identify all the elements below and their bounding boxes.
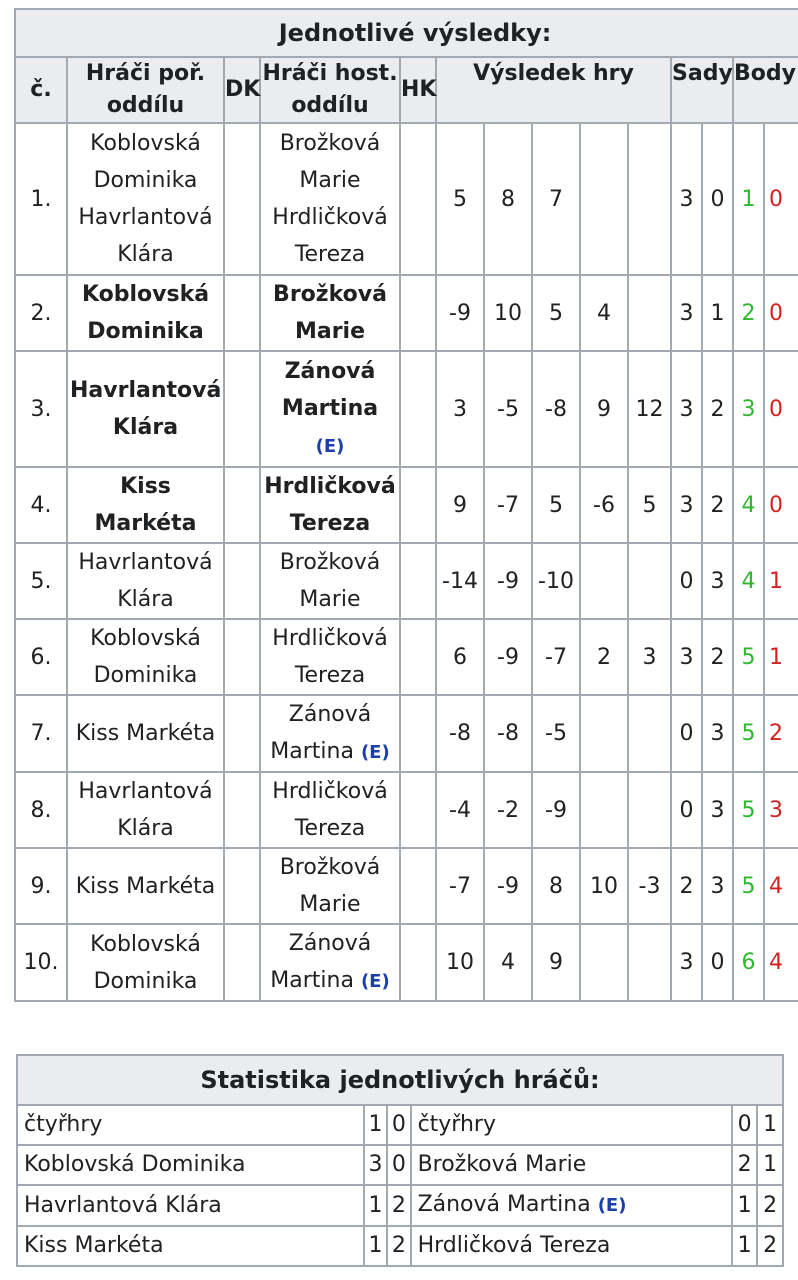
away-wins: 2 — [732, 1145, 758, 1185]
home-wins: 1 — [364, 1105, 387, 1145]
row-number: 10. — [15, 924, 67, 1001]
home-players — [67, 619, 224, 695]
game-score: -5 — [532, 695, 580, 772]
away-player-name: Brožková Marie — [279, 855, 381, 917]
home-player-stat-name: čtyřhry — [17, 1105, 364, 1145]
game-score: -6 — [580, 467, 628, 543]
game-score: 8 — [484, 123, 532, 275]
table-row — [15, 772, 798, 848]
away-losses: 1 — [757, 1145, 783, 1185]
points-home: 6 — [733, 924, 764, 1001]
header-game-result: Výsledek hry — [436, 57, 671, 123]
stats-table — [16, 1054, 784, 1267]
away-player-name: Hrdličková Tereza — [272, 779, 388, 841]
hk-cell — [400, 695, 436, 772]
home-player-name: Havrlantová Klára — [78, 205, 213, 267]
points-away: 1 — [764, 543, 798, 619]
sets-home: 2 — [671, 848, 702, 924]
away-player-name: Brožková Marie — [279, 131, 381, 193]
points-home: 5 — [733, 619, 764, 695]
row-number: 7. — [15, 695, 67, 772]
away-wins: 1 — [732, 1185, 758, 1226]
home-player-name: Koblovská Dominika — [81, 282, 210, 344]
home-players — [67, 543, 224, 619]
game-score: 3 — [436, 351, 484, 467]
game-score: 6 — [436, 619, 484, 695]
row-number: 4. — [15, 467, 67, 543]
home-player-name: Kiss Markéta — [75, 721, 216, 746]
away-player-name: Brožková Marie — [273, 282, 387, 344]
row-number: 2. — [15, 275, 67, 351]
game-score — [628, 924, 671, 1001]
sets-away: 0 — [702, 123, 733, 275]
game-score: 5 — [436, 123, 484, 275]
points-home: 5 — [733, 848, 764, 924]
home-wins: 1 — [364, 1185, 387, 1226]
game-score — [580, 543, 628, 619]
game-score: -8 — [484, 695, 532, 772]
away-player-stat-name: Brožková Marie — [417, 1152, 587, 1177]
sets-away: 2 — [702, 619, 733, 695]
points-away: 1 — [764, 619, 798, 695]
dk-cell — [224, 695, 260, 772]
away-players — [260, 467, 400, 543]
home-player-name: Koblovská Dominika — [90, 626, 201, 688]
game-score — [628, 772, 671, 848]
game-score: 10 — [484, 275, 532, 351]
dk-cell — [224, 848, 260, 924]
hk-cell — [400, 351, 436, 467]
e-badge: (E) — [597, 1195, 627, 1216]
home-wins: 3 — [364, 1145, 387, 1185]
game-score: -4 — [436, 772, 484, 848]
row-number: 8. — [15, 772, 67, 848]
table-row — [15, 351, 798, 467]
points-home: 4 — [733, 467, 764, 543]
game-score — [580, 772, 628, 848]
home-players — [67, 772, 224, 848]
game-score — [580, 924, 628, 1001]
home-player-stat-name: Koblovská Dominika — [17, 1145, 364, 1185]
game-score: 9 — [532, 924, 580, 1001]
points-away: 4 — [764, 924, 798, 1001]
away-player-name: Hrdličková Tereza — [272, 205, 388, 267]
hk-cell — [400, 924, 436, 1001]
header-home-players: Hráči poř. oddílu — [67, 57, 224, 123]
home-player-name: Havrlantová Klára — [70, 378, 222, 440]
home-players — [67, 467, 224, 543]
table-row — [15, 695, 798, 772]
dk-cell — [224, 275, 260, 351]
sets-home: 3 — [671, 275, 702, 351]
game-score: -9 — [436, 275, 484, 351]
dk-cell — [224, 543, 260, 619]
game-score: -9 — [532, 772, 580, 848]
sets-home: 3 — [671, 924, 702, 1001]
away-player-name: Zánová Martina (E) — [270, 702, 390, 764]
stats-row — [17, 1105, 783, 1145]
dk-cell — [224, 123, 260, 275]
away-player-stat-cell — [411, 1105, 732, 1145]
game-score: -7 — [436, 848, 484, 924]
away-losses: 1 — [757, 1105, 783, 1145]
dk-cell — [224, 772, 260, 848]
game-score: 2 — [580, 619, 628, 695]
away-players — [260, 543, 400, 619]
header-points: Body — [733, 57, 798, 123]
home-losses: 0 — [387, 1145, 410, 1185]
e-badge-line — [263, 427, 397, 465]
game-score: -7 — [484, 467, 532, 543]
hk-cell — [400, 772, 436, 848]
game-score — [580, 123, 628, 275]
home-player-name: Kiss Markéta — [75, 873, 216, 899]
away-player-stat-name: Hrdličková Tereza — [417, 1233, 611, 1258]
game-score: 7 — [532, 123, 580, 275]
game-score: 10 — [580, 848, 628, 924]
sets-home: 3 — [671, 619, 702, 695]
game-score: 4 — [484, 924, 532, 1001]
home-players — [67, 924, 224, 1001]
game-score: -10 — [532, 543, 580, 619]
points-away: 0 — [764, 351, 798, 467]
game-score — [628, 695, 671, 772]
row-number: 1. — [15, 123, 67, 275]
sets-away: 0 — [702, 924, 733, 1001]
points-away: 2 — [764, 695, 798, 772]
home-players — [67, 848, 224, 924]
game-score: -8 — [532, 351, 580, 467]
away-player-name: Brožková Marie — [279, 550, 381, 612]
game-score: 3 — [628, 619, 671, 695]
sets-away: 3 — [702, 772, 733, 848]
hk-cell — [400, 275, 436, 351]
away-players — [260, 848, 400, 924]
game-score: -5 — [484, 351, 532, 467]
game-score: 12 — [628, 351, 671, 467]
dk-cell — [224, 351, 260, 467]
points-away: 0 — [764, 123, 798, 275]
home-players — [67, 351, 224, 467]
home-losses: 2 — [387, 1226, 410, 1266]
sets-away: 3 — [702, 543, 733, 619]
points-away: 4 — [764, 848, 798, 924]
game-score: -14 — [436, 543, 484, 619]
game-score: 5 — [532, 275, 580, 351]
dk-cell — [224, 619, 260, 695]
points-home: 2 — [733, 275, 764, 351]
home-players — [67, 123, 224, 275]
header-no: č. — [15, 57, 67, 123]
header-away-players: Hráči host. oddílu — [260, 57, 400, 123]
row-number: 3. — [15, 351, 67, 467]
home-wins: 1 — [364, 1226, 387, 1266]
sets-home: 0 — [671, 695, 702, 772]
home-players — [67, 695, 224, 772]
e-badge: (E) — [360, 742, 390, 763]
game-score — [628, 123, 671, 275]
sets-away: 2 — [702, 467, 733, 543]
header-dk: DK — [224, 57, 260, 123]
stats-body — [17, 1105, 783, 1266]
results-table — [14, 8, 798, 1002]
game-score: -2 — [484, 772, 532, 848]
game-score: -8 — [436, 695, 484, 772]
game-score: 8 — [532, 848, 580, 924]
table-row — [15, 543, 798, 619]
header-sets: Sady — [671, 57, 733, 123]
stats-row — [17, 1145, 783, 1185]
table-row — [15, 619, 798, 695]
points-away: 3 — [764, 772, 798, 848]
away-players — [260, 275, 400, 351]
home-player-name: Havrlantová Klára — [78, 550, 213, 612]
sets-away: 2 — [702, 351, 733, 467]
home-losses: 2 — [387, 1185, 410, 1226]
sets-home: 3 — [671, 467, 702, 543]
away-player-name: Zánová Martina (E) — [270, 931, 390, 993]
table-row — [15, 467, 798, 543]
away-players — [260, 772, 400, 848]
away-player-stat-name: čtyřhry — [417, 1112, 496, 1137]
game-score: 4 — [580, 275, 628, 351]
away-players — [260, 924, 400, 1001]
game-score: 10 — [436, 924, 484, 1001]
away-player-stat-cell — [411, 1226, 732, 1266]
sets-home: 3 — [671, 123, 702, 275]
stats-row — [17, 1185, 783, 1226]
points-home: 5 — [733, 772, 764, 848]
home-players — [67, 275, 224, 351]
home-player-name: Koblovská Dominika — [90, 931, 201, 994]
hk-cell — [400, 543, 436, 619]
hk-cell — [400, 619, 436, 695]
away-player-name: Hrdličková Tereza — [272, 626, 388, 688]
table-row — [15, 848, 798, 924]
home-losses: 0 — [387, 1105, 410, 1145]
game-score — [628, 275, 671, 351]
row-number: 9. — [15, 848, 67, 924]
stats-title: Statistika jednotlivých hráčů: — [17, 1055, 783, 1105]
away-player-stat-name: Zánová Martina — [417, 1192, 591, 1217]
e-badge: (E) — [360, 971, 390, 992]
hk-cell — [400, 467, 436, 543]
game-score: -9 — [484, 543, 532, 619]
results-body — [15, 123, 798, 1001]
table-row — [15, 924, 798, 1001]
hk-cell — [400, 848, 436, 924]
away-wins: 1 — [732, 1226, 758, 1266]
game-score: -3 — [628, 848, 671, 924]
away-wins: 0 — [732, 1105, 758, 1145]
dk-cell — [224, 467, 260, 543]
sets-home: 3 — [671, 351, 702, 467]
away-players — [260, 351, 400, 467]
game-score — [628, 543, 671, 619]
away-players — [260, 123, 400, 275]
away-players — [260, 695, 400, 772]
game-score — [580, 695, 628, 772]
points-away: 0 — [764, 275, 798, 351]
home-player-name: Koblovská Dominika — [90, 131, 201, 193]
home-player-stat-name: Kiss Markéta — [17, 1226, 364, 1266]
table-row — [15, 123, 798, 275]
game-score: 9 — [436, 467, 484, 543]
away-losses: 2 — [757, 1185, 783, 1226]
game-score: 9 — [580, 351, 628, 467]
game-score: -7 — [532, 619, 580, 695]
home-player-stat-name: Havrlantová Klára — [17, 1185, 364, 1226]
hk-cell — [400, 123, 436, 275]
home-player-name: Kiss Markéta — [94, 474, 197, 536]
header-hk: HK — [400, 57, 436, 123]
stats-row — [17, 1226, 783, 1266]
dk-cell — [224, 924, 260, 1001]
sets-away: 1 — [702, 275, 733, 351]
points-home: 5 — [733, 695, 764, 772]
points-home: 4 — [733, 543, 764, 619]
sets-home: 0 — [671, 543, 702, 619]
row-number: 5. — [15, 543, 67, 619]
away-player-stat-cell — [411, 1145, 732, 1185]
away-player-stat-cell — [411, 1185, 732, 1226]
row-number: 6. — [15, 619, 67, 695]
table-row — [15, 275, 798, 351]
game-score: 5 — [628, 467, 671, 543]
game-score: -9 — [484, 848, 532, 924]
points-home: 3 — [733, 351, 764, 467]
away-players — [260, 619, 400, 695]
sets-away: 3 — [702, 848, 733, 924]
away-player-name: Hrdličková Tereza — [264, 474, 396, 536]
points-home: 1 — [733, 123, 764, 275]
away-player-name: Zánová Martina — [281, 359, 379, 421]
game-score: -9 — [484, 619, 532, 695]
away-losses: 2 — [757, 1226, 783, 1266]
e-badge: (E) — [315, 436, 345, 457]
sets-home: 0 — [671, 772, 702, 848]
sets-away: 3 — [702, 695, 733, 772]
points-away: 0 — [764, 467, 798, 543]
game-score: 5 — [532, 467, 580, 543]
results-title: Jednotlivé výsledky: — [15, 9, 798, 57]
home-player-name: Havrlantová Klára — [78, 779, 213, 841]
